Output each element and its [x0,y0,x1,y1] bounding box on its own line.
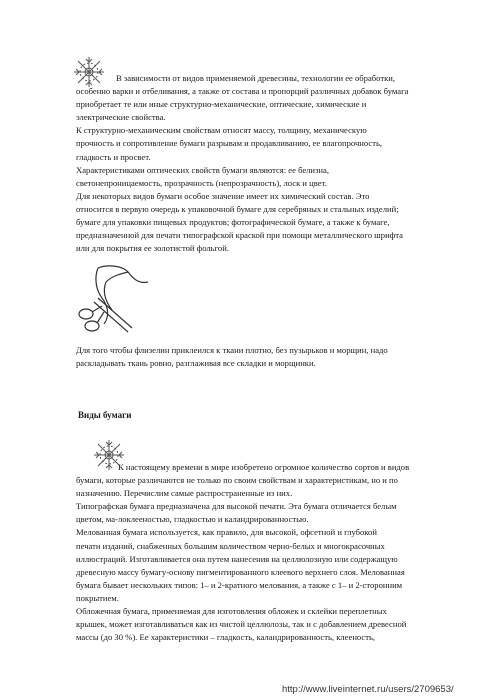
section-heading: Виды бумаги [78,410,132,420]
source-url-watermark: http://www.liveinternet.ru/users/2709653/ [282,684,454,695]
text-line: Типографская бумага предназначена для высокой печати. Эта бумага отличается белым [76,501,397,512]
text-line: прочность и сопротивление бумаги разрывам и продавливанию, ее влагопрочность, [76,138,383,149]
text-line: или для покрытия ее золотистой фольгой. [76,243,229,254]
scissors-ribbon-icon [68,262,152,336]
text-line: печати изданий, снабженных большим количеством черно-белых и многокрасочных [76,540,385,551]
text-line: цветом, ма-локлееностью, гладкостью и каландрированностью. [76,514,309,525]
text-line: раскладывать ткань ровно, разглаживая все складки и морщинки. [76,358,316,369]
text-line: электрические свойства. [76,112,166,123]
text-line: относится в первую очередь к упаковочной бумаге для серебряных и стальных изделий; [76,203,399,214]
paragraph-fliselin-tip [76,344,421,370]
text-line: предназначенной для печати типографской краской при помощи металлического шрифта [76,230,403,241]
text-line: иллюстраций. Изготавливается она путем нанесения на целлюлозную или содержащую [76,553,398,564]
text-line: бумаги, которые различаются не только по своим свойствам и характеристикам, но и по [76,475,398,486]
text-line: массы (до 30 %). Ее характеристики – гладкость, каландрированность, клееность, [76,632,376,643]
text-line: Для того чтобы флизелин приклеился к ткани плотно, без пузырьков и морщин, надо [76,345,388,355]
text-line: К настоящему времени в мире изобретено огромное количество сортов и видов [118,462,410,472]
text-line: древесную массу бумагу-основу пигментированного клеевого верхнего слоя. Мелованная [76,566,405,577]
text-line: светонепроницаемость, прозрачность (непрозрачность), лоск и цвет. [76,177,327,188]
text-line: Характеристиками оптических свойств бумаги являются: ее белизна, [76,164,329,175]
text-line: назначению. Перечислим самые распространенные из них. [76,488,293,499]
text-line: Для некоторых видов бумаги особое значение имеет их химический состав. Это [76,190,370,201]
text-line: Обложечная бумага, применяемая для изготовления обложек и склейки переплетных [76,606,387,617]
paragraph-paper-properties [76,72,421,255]
text-line: гладкость и просвет. [76,151,151,162]
text-line: К структурно-механическим свойствам относят массу, толщину, механическую [76,125,367,136]
text-line: приобретает те или иные структурно-механические, оптические, химические и [76,99,367,110]
text-line: В зависимости от видов применяемой древесины, технологии ее обработки, [116,73,396,83]
paragraph-paper-types [76,461,421,644]
text-line: крышек, может изготавливаться как из чистой целлюлозы, так и с добавлением древесной [76,619,407,630]
text-line: бумаге для упаковки пищевых продуктов; фотографической бумаге, а также к бумаге, [76,217,390,228]
text-line: особенно варки и отбеливания, а также от состава и пропорций различных добавок бумага [76,86,409,97]
text-line: Мелованная бумага используется, как правило, для высокой, офсетной и глубокой [76,527,377,538]
text-line: бумага бывает нескольких типов: 1– и 2-кратного мелования, а также с 1– и 2-сторонним [76,579,403,590]
text-line: покрытием. [76,592,119,603]
